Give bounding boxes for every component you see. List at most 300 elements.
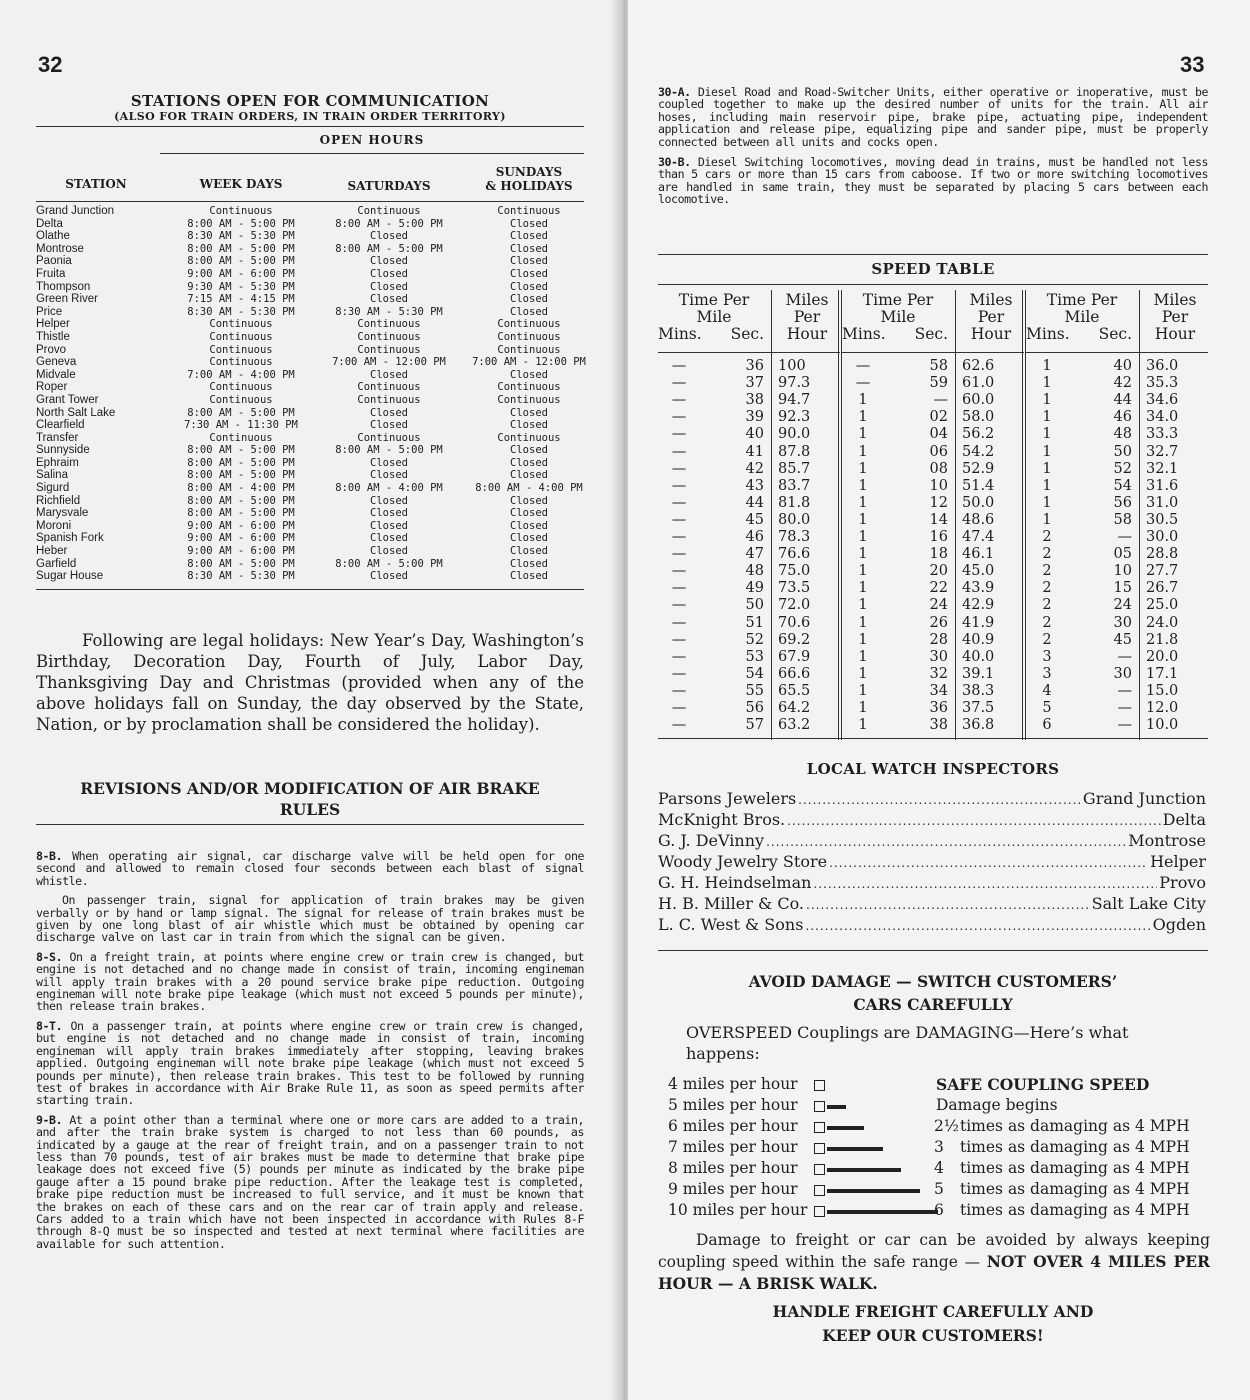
header-mins: Mins.	[842, 325, 886, 343]
saturday-hours: Closed	[370, 570, 408, 583]
header-sundays-line1: SUNDAYS	[495, 165, 563, 179]
sunday-holiday-hours: Closed	[510, 280, 548, 293]
saturday-hours: Continuous	[357, 318, 421, 331]
header-miles-per-hour	[958, 292, 1024, 343]
saturday-hours: Continuous	[357, 393, 421, 406]
saturday-hours: Closed	[370, 507, 408, 520]
speed-table-row	[658, 546, 840, 563]
speed-mph: 31.0	[1146, 494, 1179, 511]
rule-label: 8-T.	[36, 1018, 63, 1033]
station-name: Garfield	[36, 557, 77, 570]
sunday-holiday-hours: Closed	[510, 519, 548, 532]
saturday-hours: Closed	[370, 280, 408, 293]
speed-table-row	[658, 649, 840, 666]
speed-mph: 66.6	[778, 665, 811, 682]
speed-seconds: —	[1117, 717, 1132, 734]
sunday-holiday-hours: Closed	[510, 406, 548, 419]
station-rows	[36, 205, 584, 583]
station-name: Delta	[36, 217, 63, 230]
speed-seconds: 50	[745, 597, 764, 614]
speed-table-row	[1026, 512, 1208, 529]
station-row	[36, 558, 584, 571]
speed-table-row	[842, 409, 1024, 426]
speed-table-row	[842, 478, 1024, 495]
damage-bar	[827, 1105, 846, 1109]
speed-minutes: —	[671, 563, 687, 580]
stations-top-rule	[36, 126, 584, 127]
station-name: Sunnyside	[36, 444, 90, 457]
station-row	[36, 293, 584, 306]
speed-seconds: 40	[745, 426, 764, 443]
header-weekdays: WEEK DAYS	[199, 177, 283, 191]
rule-text: Diesel Road and Road-Switcher Units, either operative or inoperative, must be coupled together to make up the desired number of units for the train. All air hoses, including main reservoir pipe, brake pipe, actuating pipe, independent application and release pipe, equalizing pipe and sander pipe, must be properly connected between all units and cocks open.	[658, 85, 1209, 149]
sunday-holiday-hours: Closed	[510, 456, 548, 469]
damage-description: times as damaging as 4 MPH	[960, 1117, 1190, 1135]
speed-seconds: 46	[745, 529, 764, 545]
saturday-hours: Continuous	[357, 330, 421, 343]
speed-mph: 25.0	[1146, 597, 1179, 614]
checkbox-box	[814, 1185, 825, 1196]
speed-seconds: 58	[1113, 511, 1132, 528]
speed-table-row	[658, 358, 840, 375]
station-row	[36, 520, 584, 533]
speed-seconds: 05	[1113, 546, 1132, 563]
speed-mph: 61.0	[962, 375, 995, 392]
speed-seconds: 32	[929, 665, 948, 682]
handle-freight-slogan	[658, 1300, 1208, 1348]
weekday-hours: 8:00 AM - 5:00 PM	[187, 444, 295, 457]
speed-table-group	[842, 290, 1024, 740]
sunday-holiday-hours: Continuous	[497, 205, 561, 217]
speed-table-row	[658, 409, 840, 426]
coupling-row	[668, 1137, 1208, 1158]
speed-mph: 97.3	[778, 375, 811, 392]
checkbox-box	[814, 1164, 825, 1175]
speed-table-row	[658, 392, 840, 409]
station-row	[36, 205, 584, 218]
speed-seconds: 51	[745, 614, 764, 631]
speed-table-row	[658, 700, 840, 717]
sunday-holiday-hours: Closed	[510, 507, 548, 520]
coupling-speed: 8 miles per hour	[668, 1159, 798, 1177]
sunday-holiday-hours: Closed	[510, 305, 548, 318]
station-row	[36, 432, 584, 445]
saturday-hours: 8:00 AM - 5:00 PM	[335, 444, 443, 457]
diesel-rules	[658, 86, 1208, 214]
speed-seconds: 57	[745, 717, 764, 734]
speed-seconds: 04	[929, 426, 948, 443]
speed-table-row	[1026, 426, 1208, 443]
rule-text: On passenger train, signal for application of train brakes may be given verbally or by hand or lamp signal. The signal for release of train brakes must be given by one long blast of air whistle which must be obtained by opening car discharge valve on last car in train from which the signal can be given.	[36, 893, 584, 945]
checkbox-box	[814, 1122, 825, 1133]
header-sundays	[464, 165, 594, 193]
saturday-hours: Closed	[370, 255, 408, 268]
speed-table-row	[1026, 392, 1208, 409]
rule-paragraph	[36, 951, 584, 1013]
speed-table-row	[842, 375, 1024, 392]
speed-minutes: 6	[1042, 717, 1052, 734]
speed-mph: 69.2	[778, 631, 811, 648]
speed-seconds: 58	[929, 358, 948, 374]
speed-minutes: —	[671, 717, 687, 734]
speed-mph: 67.9	[778, 648, 811, 665]
air-brake-title-line2: RULES	[279, 800, 341, 819]
speed-seconds: 38	[745, 392, 764, 409]
rule-text: On a freight train, at points where engine crew or train crew is changed, but engine is not detached and no change made in consist of train, incoming engineman will apply train brakes with a 20 pound service brake pipe reduction. Outgoing engineman will note brake pipe leakage (which must not exceed 5 pounds per minute), then release train brakes.	[36, 949, 585, 1014]
weekday-hours: Continuous	[209, 205, 273, 217]
rule-text: On a passenger train, at points where engine crew or train crew is changed, but engine is not detached and no change made in consist of train, incoming engineman will apply train brakes immediately after stopping, leaving brakes applied. Outgoing engineman will note brake pipe leakage (which must not exceed 5 pounds per minute), then release train brakes. This test to be followed by running test of brakes in accordance with Air Brake Rule 11, as soon as speed permits after starting train.	[36, 1018, 584, 1108]
speed-table-row	[842, 444, 1024, 461]
speed-mph: 37.5	[962, 700, 995, 716]
sunday-holiday-hours: Closed	[510, 242, 548, 255]
closing-text: Damage to freight or car can be avoided by always keeping coupling speed within the safe range —	[658, 1231, 1210, 1271]
overspeed-intro: OVERSPEED Couplings are DAMAGING—Here’s what happens:	[686, 1023, 1129, 1063]
watch-inspector-row	[658, 809, 1206, 830]
station-row	[36, 507, 584, 520]
saturday-hours: Closed	[370, 406, 408, 419]
speed-mph: 34.6	[1146, 392, 1179, 409]
speed-table-row	[1026, 529, 1208, 546]
coupling-row	[668, 1095, 1208, 1116]
speed-seconds: —	[1117, 700, 1132, 716]
inspector-name: L. C. West & Sons	[658, 915, 804, 934]
speed-mph: 45.0	[962, 563, 995, 580]
speed-mph: 58.0	[962, 409, 995, 426]
station-name: Richfield	[36, 494, 81, 507]
inspector-name: Woody Jewelry Store	[658, 852, 828, 871]
watch-inspectors-list	[658, 788, 1206, 935]
speed-seconds: 30	[1113, 665, 1132, 682]
speed-seconds: —	[933, 392, 948, 409]
sunday-holiday-hours: Closed	[510, 557, 548, 570]
speed-table-group	[658, 290, 840, 740]
weekday-hours: 8:00 AM - 5:00 PM	[187, 456, 295, 469]
handle-line2: KEEP OUR CUSTOMERS!	[822, 1326, 1044, 1345]
speed-seconds: 15	[1113, 580, 1132, 597]
speed-minutes: —	[671, 580, 687, 597]
station-row	[36, 318, 584, 331]
checkbox-box	[814, 1206, 825, 1217]
station-name: Midvale	[36, 368, 76, 381]
sunday-holiday-hours: 8:00 AM - 4:00 PM	[475, 482, 583, 495]
saturday-hours: 8:00 AM - 5:00 PM	[335, 557, 443, 570]
saturday-hours: Closed	[370, 368, 408, 381]
sunday-holiday-hours: Continuous	[497, 318, 561, 331]
speed-minutes: —	[671, 358, 687, 374]
speed-minutes: —	[671, 648, 687, 665]
speed-seconds: 14	[929, 511, 948, 528]
header-mph-line2: Per	[793, 308, 821, 326]
coupling-row	[668, 1158, 1208, 1179]
weekday-hours: 9:00 AM - 6:00 PM	[187, 519, 295, 532]
speed-minutes: 1	[1042, 409, 1052, 426]
header-secs: Sec.	[730, 325, 764, 343]
header-sundays-line2: & HOLIDAYS	[485, 179, 573, 193]
leader-dots	[787, 809, 1160, 832]
header-mph-line1: Miles	[969, 291, 1013, 309]
speed-seconds: 55	[745, 682, 764, 699]
damage-description: times as damaging as 4 MPH	[960, 1159, 1190, 1177]
weekday-hours: 8:00 AM - 5:00 PM	[187, 557, 295, 570]
saturday-hours: Closed	[370, 519, 408, 532]
speed-table-row	[842, 649, 1024, 666]
speed-seconds: 39	[745, 409, 764, 426]
rule-text: At a point other than a terminal where one or more cars are added to a train, and after the train brake system is charged to not less than 60 pounds, as indicated by a gauge at the rear of freight train, and on a passenger train to not less than 70 pounds, test of air brakes must be made to determine that brake pipe leakage does not exceed five (5) pounds per minute as indicated by the brake pipe gauge after a 15 pound brake pipe reduction. After the leakage test is completed, brake pipe reduction must be increased to full service, and it must be known that the brakes on each of these cars and on the rear car of train apply and release. Cars added to a train which have not been inspected in accordance with Rules 8-F through 8-Q must be so inspected and tested at next terminal where facilities are available for such attention.	[36, 1112, 585, 1251]
air-brake-rule	[36, 824, 584, 825]
weekday-hours: 9:00 AM - 6:00 PM	[187, 532, 295, 545]
saturday-hours: Continuous	[357, 431, 421, 444]
station-name: Olathe	[36, 230, 70, 243]
leader-dots	[766, 830, 1126, 853]
speed-minutes: 3	[1042, 648, 1052, 665]
header-miles-per-hour	[774, 292, 840, 343]
speed-table-row	[658, 632, 840, 649]
station-row	[36, 419, 584, 432]
speed-minutes: —	[671, 665, 687, 682]
damage-multiplier: 6	[934, 1201, 944, 1219]
open-hours-rule	[160, 153, 584, 154]
speed-minutes: 3	[1042, 665, 1052, 682]
damage-multiplier: 5	[934, 1180, 944, 1198]
speed-mph: 50.0	[962, 494, 995, 511]
sunday-holiday-hours: Closed	[510, 444, 548, 457]
speed-mph: 64.2	[778, 700, 811, 716]
speed-table-row	[1026, 683, 1208, 700]
saturday-hours: 8:30 AM - 5:30 PM	[335, 305, 443, 318]
coupling-row	[668, 1200, 1208, 1221]
speed-seconds: —	[1117, 529, 1132, 545]
speed-minutes: 1	[1042, 477, 1052, 494]
coupling-row	[668, 1179, 1208, 1200]
speed-minutes: 1	[858, 665, 868, 682]
speed-table-row	[1026, 632, 1208, 649]
inspector-city: Montrose	[1128, 831, 1206, 850]
header-mph-line1: Miles	[785, 291, 829, 309]
speed-seconds: 47	[745, 546, 764, 563]
speed-minutes: 4	[1042, 682, 1052, 699]
weekday-hours: 8:30 AM - 5:30 PM	[187, 230, 295, 243]
sunday-holiday-hours: Closed	[510, 469, 548, 482]
coupling-row	[668, 1116, 1208, 1137]
header-secs: Sec.	[914, 325, 948, 343]
speed-seconds: 59	[929, 375, 948, 392]
station-row	[36, 570, 584, 583]
watch-inspector-row	[658, 851, 1206, 872]
speed-seconds: 54	[745, 665, 764, 682]
speed-table-row	[842, 529, 1024, 546]
speed-mph: 62.6	[962, 358, 995, 374]
weekday-hours: 8:00 AM - 4:00 PM	[187, 482, 295, 495]
speed-table-row	[658, 717, 840, 734]
speed-table-bottom-rule	[658, 738, 1208, 739]
header-mph-line2: Per	[1161, 308, 1189, 326]
speed-table-row	[842, 615, 1024, 632]
inspector-name: G. J. DeVinny	[658, 831, 765, 850]
header-time-line1: Time Per	[678, 291, 750, 309]
speed-minutes: 1	[1042, 426, 1052, 443]
speed-minutes: 5	[1042, 700, 1052, 716]
speed-minutes: —	[671, 426, 687, 443]
station-name: Roper	[36, 381, 68, 394]
speed-mph: 36.0	[1146, 358, 1179, 374]
speed-table-row	[842, 666, 1024, 683]
speed-seconds: 46	[1113, 409, 1132, 426]
station-row	[36, 457, 584, 470]
speed-seconds: 18	[929, 546, 948, 563]
speed-table-row	[1026, 546, 1208, 563]
speed-seconds: 36	[929, 700, 948, 716]
header-time-line2: Mile	[1064, 308, 1100, 326]
sunday-holiday-hours: Closed	[510, 532, 548, 545]
speed-table-row	[842, 683, 1024, 700]
checkbox-box	[814, 1080, 825, 1091]
inspector-city: Ogden	[1152, 915, 1206, 934]
saturday-hours: Continuous	[357, 381, 421, 394]
station-name: Provo	[36, 343, 67, 356]
speed-minutes: 1	[858, 700, 868, 716]
speed-table-row	[1026, 717, 1208, 734]
coupling-speed-chart	[668, 1074, 1208, 1224]
rule-paragraph	[658, 86, 1208, 148]
header-miles-per-hour	[1142, 292, 1208, 343]
speed-seconds: 53	[745, 648, 764, 665]
speed-seconds: 56	[745, 700, 764, 716]
station-name: Price	[36, 305, 63, 318]
speed-seconds: 36	[745, 358, 764, 374]
header-mph-line2: Per	[977, 308, 1005, 326]
saturday-hours: 8:00 AM - 5:00 PM	[335, 242, 443, 255]
station-name: Sigurd	[36, 482, 70, 495]
leader-dots	[813, 872, 1157, 895]
speed-minutes: 1	[1042, 494, 1052, 511]
station-name: Paonia	[36, 255, 72, 268]
header-secs: Sec.	[1098, 325, 1132, 343]
speed-mph: 34.0	[1146, 409, 1179, 426]
speed-minutes: —	[855, 375, 871, 392]
watch-inspector-row	[658, 872, 1206, 893]
rule-label: 8-B.	[36, 849, 63, 863]
weekday-hours: 8:00 AM - 5:00 PM	[187, 217, 295, 230]
header-mins: Mins.	[658, 325, 702, 343]
station-name: North Salt Lake	[36, 406, 116, 419]
speed-seconds: 44	[1113, 392, 1132, 409]
coupling-speed: 9 miles per hour	[668, 1180, 798, 1198]
damage-bar	[827, 1126, 864, 1130]
speed-table-row	[658, 615, 840, 632]
weekday-hours: Continuous	[209, 343, 273, 356]
damage-multiplier: 3	[934, 1138, 944, 1156]
rule-label: 8-S.	[36, 949, 63, 964]
speed-seconds: 52	[1113, 460, 1132, 477]
station-row	[36, 230, 584, 243]
speed-mph: 47.4	[962, 529, 995, 545]
station-row	[36, 281, 584, 294]
speed-minutes: 1	[1042, 392, 1052, 409]
speed-minutes: —	[671, 460, 687, 477]
speed-minutes: —	[671, 614, 687, 631]
page-number-right: 33	[1180, 52, 1205, 77]
header-mins-secs	[658, 326, 770, 343]
station-row	[36, 482, 584, 495]
speed-minutes: 1	[858, 717, 868, 734]
header-saturdays: SATURDAYS	[347, 179, 431, 193]
sunday-holiday-hours: Continuous	[497, 431, 561, 444]
speed-mph: 40.0	[962, 648, 995, 665]
weekday-hours: Continuous	[209, 356, 273, 369]
speed-table-row	[658, 580, 840, 597]
speed-mph: 80.0	[778, 511, 811, 528]
sunday-holiday-hours: Closed	[510, 570, 548, 583]
header-mph-line3: Hour	[970, 325, 1012, 343]
speed-minutes: —	[855, 358, 871, 374]
closing-bold-text: NOT OVER 4 MILES PER HOUR — A BRISK WALK.	[658, 1252, 1210, 1293]
speed-seconds: 54	[1113, 477, 1132, 494]
rule-paragraph	[36, 1114, 584, 1250]
speed-minutes: —	[671, 375, 687, 392]
speed-seconds: 24	[929, 597, 948, 614]
speed-table-row	[842, 392, 1024, 409]
station-row	[36, 268, 584, 281]
speed-header-rule	[842, 352, 1024, 353]
speed-mph: 10.0	[1146, 717, 1179, 734]
speed-seconds: 10	[1113, 563, 1132, 580]
station-row	[36, 394, 584, 407]
station-row	[36, 243, 584, 256]
speed-mph: 73.5	[778, 580, 811, 597]
weekday-hours: 8:30 AM - 5:30 PM	[187, 305, 295, 318]
station-row	[36, 369, 584, 382]
speed-table-row	[1026, 700, 1208, 717]
speed-mph: 51.4	[962, 477, 995, 494]
speed-seconds: 38	[929, 717, 948, 734]
station-row	[36, 331, 584, 344]
speed-table-row	[842, 597, 1024, 614]
speed-table-row	[842, 717, 1024, 734]
speed-mph: 32.1	[1146, 460, 1179, 477]
rule-text: When operating air signal, car discharge valve will be held open for one second and allowed to remain closed four seconds between each blast of signal whistle.	[36, 849, 584, 888]
saturday-hours: Continuous	[357, 343, 421, 356]
coupling-speed: 5 miles per hour	[668, 1096, 798, 1114]
stations-subtitle: (ALSO FOR TRAIN ORDERS, IN TRAIN ORDER TERRITORY)	[114, 110, 506, 123]
speed-mph: 41.9	[962, 614, 995, 631]
speed-minutes: 1	[858, 682, 868, 699]
speed-minutes: —	[671, 409, 687, 426]
damage-bar	[827, 1147, 883, 1151]
speed-minutes: 1	[858, 529, 868, 545]
damage-multiplier: 2½	[934, 1117, 959, 1135]
speed-minutes: 2	[1042, 546, 1052, 563]
weekday-hours: Continuous	[209, 393, 273, 406]
station-name: Clearfield	[36, 419, 85, 432]
station-name: Grant Tower	[36, 393, 99, 406]
speed-table-title-rule	[658, 284, 1208, 285]
speed-mph: 46.1	[962, 546, 995, 563]
speed-table-row	[658, 375, 840, 392]
speed-minutes: 1	[858, 614, 868, 631]
header-time-per-mile	[658, 292, 770, 343]
station-row	[36, 306, 584, 319]
header-mins-secs	[842, 326, 954, 343]
damage-bar	[827, 1168, 901, 1172]
speed-mph: 31.6	[1146, 477, 1179, 494]
speed-minutes: 1	[858, 494, 868, 511]
speed-table-row	[658, 683, 840, 700]
speed-mph: 100	[778, 358, 806, 374]
station-row	[36, 381, 584, 394]
speed-mph: 52.9	[962, 460, 995, 477]
speed-table-row	[1026, 409, 1208, 426]
damage-description: SAFE COUPLING SPEED	[936, 1075, 1150, 1094]
